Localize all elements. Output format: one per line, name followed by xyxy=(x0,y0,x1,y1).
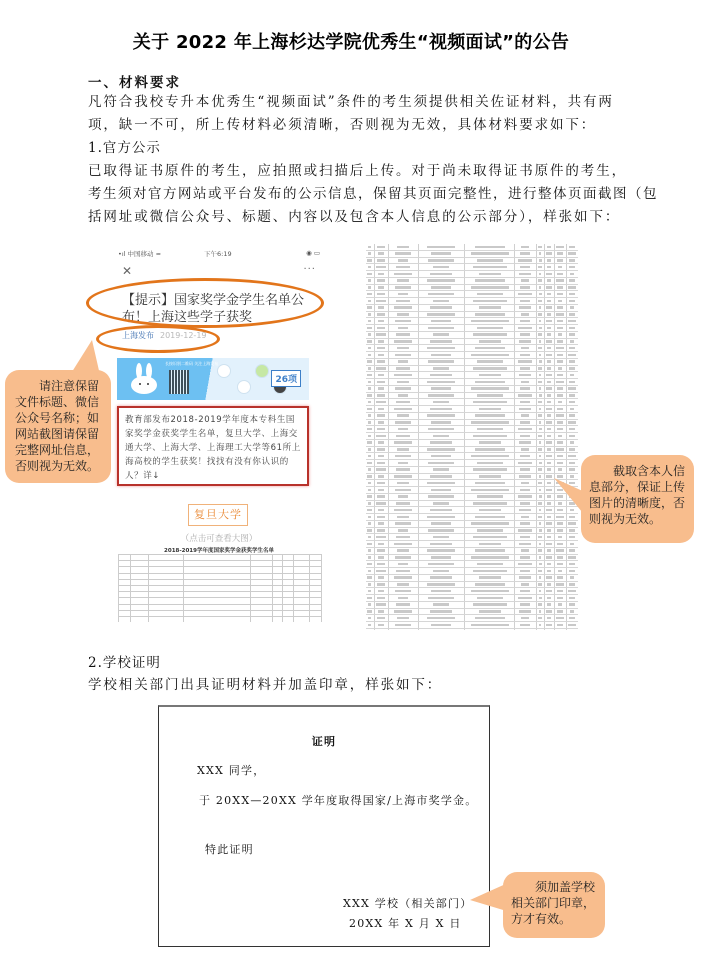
table-row xyxy=(366,426,578,433)
table-row xyxy=(366,460,578,467)
university-tag: 复旦大学 xyxy=(188,504,248,526)
official-notice-line-3: 括网址或微信公众号、标题、内容以及包含本人信息的公示部分），样张如下： xyxy=(88,209,621,225)
section-heading-materials: 一、材料要求 xyxy=(88,75,181,91)
table-row xyxy=(366,528,578,535)
subheading-school-certificate: 2.学校证明 xyxy=(88,655,161,671)
certificate-issuer: XXX 学校（相关部门） xyxy=(343,897,473,910)
publisher-name: 上海发布 xyxy=(122,331,154,340)
carrier-signal-icon: •ıl 中国移动 ≈ xyxy=(118,250,162,258)
table-row xyxy=(366,440,578,447)
table-row xyxy=(366,352,578,359)
banner-count-badge: 26项 xyxy=(271,370,301,387)
table-row xyxy=(366,291,578,298)
banner-caption: 长按识别二维码 关注上海发布 xyxy=(165,361,219,366)
table-row xyxy=(366,264,578,271)
headline-highlight-oval xyxy=(86,278,324,328)
table-row xyxy=(366,609,578,616)
table-row xyxy=(366,548,578,555)
bottom-callout-note: 须加盖学校 相关部门印章， 方才有效。 xyxy=(503,872,605,938)
bunny-mascot-icon xyxy=(129,363,159,395)
table-row xyxy=(366,305,578,312)
table-row xyxy=(366,332,578,339)
table-row xyxy=(366,534,578,541)
table-row xyxy=(366,339,578,346)
table-row xyxy=(366,595,578,602)
table-row xyxy=(366,453,578,460)
table-row xyxy=(366,379,578,386)
qr-code-icon xyxy=(169,370,189,394)
table-row xyxy=(366,413,578,420)
publisher-highlight-oval xyxy=(96,325,220,353)
table-row xyxy=(366,399,578,406)
table-row xyxy=(366,406,578,413)
subheading-official-notice: 1.官方公示 xyxy=(88,140,161,156)
table-row xyxy=(366,507,578,514)
publish-date: 2019-12-19 xyxy=(160,331,207,340)
banner-doc-icon xyxy=(255,364,269,378)
certificate-closing: 特此证明 xyxy=(205,843,254,856)
sample-table-screenshot xyxy=(366,244,578,630)
table-row xyxy=(366,521,578,528)
banner-edit-icon xyxy=(237,380,251,394)
table-row xyxy=(366,501,578,508)
table-row xyxy=(366,487,578,494)
table-row xyxy=(366,447,578,454)
table-row xyxy=(366,366,578,373)
table-row xyxy=(366,541,578,548)
certificate-date: 20XX 年 X 月 X 日 xyxy=(349,917,462,930)
banner-feature-icon xyxy=(217,364,231,378)
table-row xyxy=(366,271,578,278)
table-row xyxy=(366,433,578,440)
left-callout-note: 请注意保留 文件标题、微信 公众号名称；如 网站截图请保留 完整网址信息， 否则视为无效。 xyxy=(5,370,111,483)
table-row xyxy=(366,318,578,325)
table-row xyxy=(366,285,578,292)
phone-status-bar xyxy=(112,246,326,260)
table-row xyxy=(366,420,578,427)
status-time: 下午6:19 xyxy=(204,250,232,258)
table-row xyxy=(366,575,578,582)
table-row xyxy=(366,298,578,305)
table-row xyxy=(366,514,578,521)
certificate-body: 于 20XX—20XX 学年度取得国家/上海市奖学金。 xyxy=(199,794,478,807)
table-row xyxy=(366,372,578,379)
intro-paragraph-line-1: 凡符合我校专升本优秀生“视频面试”条件的考生须提供相关佐证材料，共有两 xyxy=(88,94,614,110)
table-row xyxy=(366,325,578,332)
table-row xyxy=(366,278,578,285)
scholarship-table-title: 2018-2019学年度国家奖学金获奖学生名单 xyxy=(164,548,274,554)
page-title: 关于 2022 年上海杉达学院优秀生“视频面试”的公告 xyxy=(132,32,570,53)
table-row xyxy=(366,555,578,562)
table-row xyxy=(366,258,578,265)
scholarship-mini-table xyxy=(118,554,322,622)
certificate-salutation: XXX 同学， xyxy=(197,764,266,777)
article-summary: 教育部发布2018-2019学年度本专科生国家奖学金获奖学生名单，复旦大学、上海交通大学、上海大学、上海理工大学等61所上海高校的学生获奖！找找有没有你认识的人？详↓ xyxy=(117,406,309,486)
table-row xyxy=(366,568,578,575)
battery-icon: ◉ ▭ xyxy=(306,249,320,257)
article-headline: 【提示】国家奖学金学生名单公布！上海这些学子获奖 xyxy=(122,293,305,325)
more-icon: ··· xyxy=(303,264,316,275)
table-row xyxy=(366,467,578,474)
certificate-title: 证明 xyxy=(311,735,337,748)
table-row xyxy=(366,359,578,366)
table-row xyxy=(366,393,578,400)
official-notice-line-1: 已取得证书原件的考生，应拍照或扫描后上传。对于尚未取得证书原件的考生， xyxy=(88,163,627,179)
table-row xyxy=(366,622,578,629)
table-row xyxy=(366,386,578,393)
table-row xyxy=(366,582,578,589)
promo-banner xyxy=(117,358,309,400)
table-row xyxy=(366,615,578,622)
table-row xyxy=(366,561,578,568)
table-row xyxy=(366,474,578,481)
official-notice-line-2: 考生须对官方网站或平台发布的公示信息，保留其页面完整性，进行整体页面截图（包 xyxy=(88,186,658,202)
certificate-sample xyxy=(158,705,490,947)
table-rows xyxy=(366,244,578,629)
table-row xyxy=(366,480,578,487)
school-certificate-line-1: 学校相关部门出具证明材料并加盖印章，样张如下： xyxy=(88,677,443,693)
close-icon: ✕ xyxy=(122,264,133,278)
intro-paragraph-line-2: 项，缺一不可，所上传材料必须清晰，否则视为无效，具体材料要求如下： xyxy=(88,117,597,133)
table-row xyxy=(366,244,578,251)
table-row xyxy=(366,588,578,595)
table-row xyxy=(366,345,578,352)
table-row xyxy=(366,251,578,258)
click-to-enlarge-hint: （点击可查看大图） xyxy=(180,534,258,544)
table-row xyxy=(366,494,578,501)
table-row xyxy=(366,602,578,609)
right-callout-note: 截取含本人信 息部分，保证上传 图片的清晰度，否 则视为无效。 xyxy=(581,455,694,543)
table-row xyxy=(366,312,578,319)
